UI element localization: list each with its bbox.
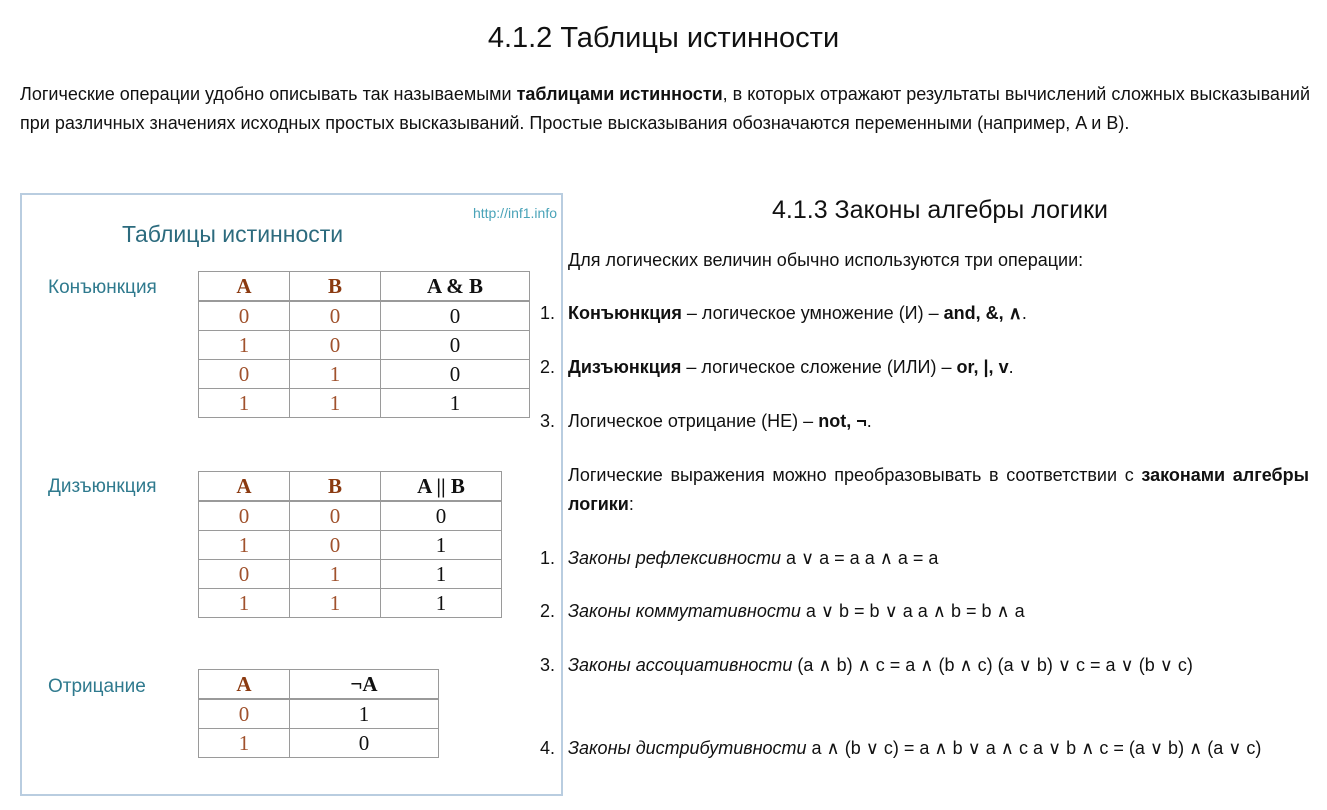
list-item: 3. Законы ассоциативности (a ∧ b) ∧ c = a ∧ (b ∧ c) (a ∨ b) ∨ c = a ∨ (b ∨ c) [540,655,1193,675]
transform-paragraph: Логические выражения можно преобразовывать в соответствии с законами алгебры логики: [568,465,1309,514]
table-row [199,360,530,389]
table-cell: 0 [381,501,502,531]
table-cell: 0 [199,560,290,589]
disjunction-table [198,471,502,618]
header-cell: A || B [381,472,502,502]
table-cell: 1 [199,589,290,618]
negation-table [198,669,439,758]
table-cell: 0 [290,531,381,560]
table-cell: 1 [199,331,290,360]
table-cell: 0 [290,501,381,531]
intro-bold-term: таблицами истинности [516,84,723,104]
table-cell: 0 [381,331,530,360]
table-row [199,389,530,418]
figure-title: Таблицы истинности [122,221,344,247]
list-item: 1. Конъюнкция – логическое умножение (И) – and, &, ∧. [540,303,1027,323]
list-item: 4. Законы дистрибутивности a ∧ (b ∨ c) = a ∧ b ∨ a ∧ c a ∨ b ∧ c = (a ∨ b) ∧ (a ∨ c) [540,738,1262,758]
ops-intro: Для логических величин обычно используются три операции: [568,250,1084,270]
table-header-row [199,472,502,502]
table-cell: 0 [381,360,530,389]
conjunction-table [198,271,530,418]
table-row [199,589,502,618]
table-cell: 1 [381,389,530,418]
table-cell: 1 [290,389,381,418]
list-item: 3. Логическое отрицание (НЕ) – not, ¬. [540,411,872,431]
table-row [199,560,502,589]
header-cell: ¬A [290,670,439,700]
table-cell: 1 [381,589,502,618]
table-cell: 1 [199,531,290,560]
table-cell: 0 [290,301,381,331]
figure-source-url: http://inf1.info [472,205,557,221]
disjunction-label: Дизъюнкция [48,476,157,497]
table-row [199,729,439,758]
table-row [199,501,502,531]
table-header-row [199,670,439,700]
table-cell: 1 [199,389,290,418]
page-title: 4.1.2 Таблицы истинности [487,22,840,54]
laws-title: 4.1.3 Законы алгебры логики [772,196,1108,224]
header-cell: B [290,272,381,302]
truth-tables-figure [20,193,563,796]
negation-label: Отрицание [48,676,146,697]
table-cell: 1 [381,531,502,560]
header-cell: A & B [381,272,530,302]
conjunction-label: Конъюнкция [48,277,157,298]
table-cell: 0 [199,301,290,331]
table-cell: 0 [381,301,530,331]
header-cell: A [199,272,290,302]
table-row [199,531,502,560]
table-cell: 1 [290,699,439,729]
header-cell: A [199,472,290,502]
table-row [199,331,530,360]
table-header-row [199,272,530,302]
table-row [199,301,530,331]
table-cell: 1 [290,560,381,589]
list-item: 2. Дизъюнкция – логическое сложение (ИЛИ) – or, |, v. [540,357,1014,377]
table-cell: 1 [381,560,502,589]
table-cell: 0 [199,501,290,531]
intro-paragraph: Логические операции удобно описывать так называемыми таблицами истинности, в которых отражают результаты вычислений сложных высказываний при различных значениях исходных простых высказываний. Простые высказывания обозначаются переменными (например, A и B). [20,84,1310,133]
table-cell: 1 [199,729,290,758]
list-item: 2. Законы коммутативности a ∨ b = b ∨ a a ∧ b = b ∧ a [540,601,1025,621]
header-cell: B [290,472,381,502]
table-row [199,699,439,729]
list-item: 1. Законы рефлексивности a ∨ a = a a ∧ a = a [540,548,939,568]
table-cell: 1 [290,360,381,389]
table-cell: 0 [290,331,381,360]
table-cell: 1 [290,589,381,618]
header-cell: A [199,670,290,700]
table-cell: 0 [199,699,290,729]
table-cell: 0 [290,729,439,758]
table-cell: 0 [199,360,290,389]
